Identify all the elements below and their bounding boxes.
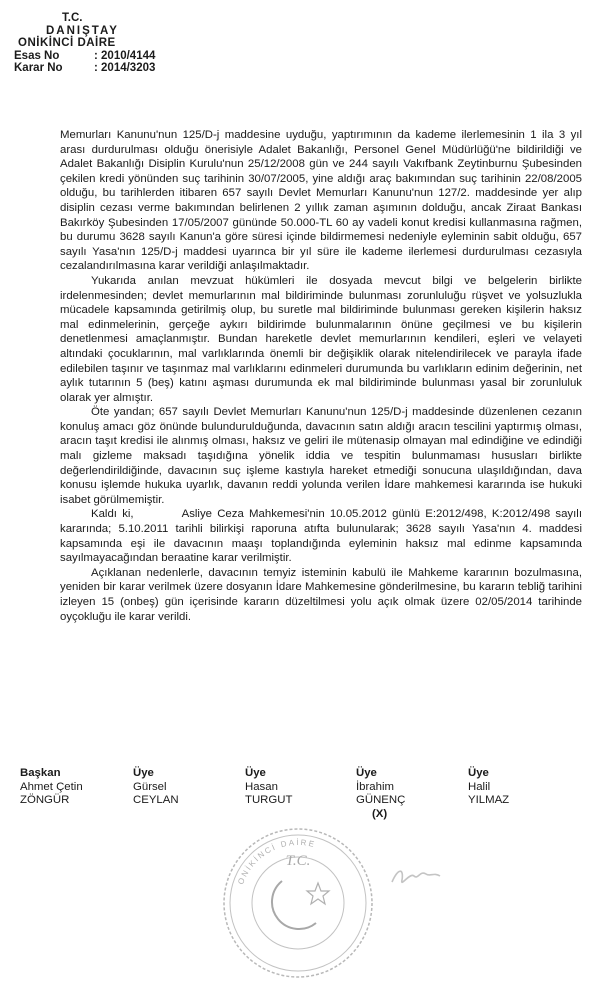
signature-member-3 [356,767,405,821]
karar-number [14,62,155,75]
paragraph-4-prefix: Kaldı ki, [91,508,134,521]
paragraph-4 [60,507,582,565]
signature-role: Üye [133,767,154,779]
department-name: ONİKİNCİ DAİRE [18,37,116,49]
esas-value: : 2010/4144 [94,49,156,62]
signature-last-name: GÜNENÇ [356,794,406,806]
seal-ring-text: ONİKİNCİ DAİRE [236,837,317,886]
decision-body [60,128,582,624]
esas-label: Esas No [14,49,60,62]
signature-last-name: ZÖNGÜR [20,794,70,806]
karar-label: Karar No [14,62,63,74]
signature-member-2 [245,767,292,808]
signature-first-name: Ahmet Çetin [20,780,83,793]
signature-president [20,767,83,808]
dissent-mark: (X) [372,807,388,820]
court-seal-icon [218,823,378,983]
court-name: DANIŞTAY [46,24,119,37]
paragraph-4-rest: Asliye Ceza Mahkemesi'nin 10.05.2012 günlü E:2012/498, K:2012/498 sayılı kararında; 5.10.2011 tarihli bilirkişi raporuna atıfta bulunularak; 3628 sayılı Yasa'nın 4. maddesi kapsamında eşi ile davacının maaşı toplandığında eyleminin haksız mal edinme kapsamında sayılmayacağından beraatine karar verilmiştir. [60,508,582,565]
signature-last-name: CEYLAN [133,794,179,806]
signature-last-name: YILMAZ [468,794,510,806]
seal-center-text: T.C. [285,853,311,869]
country-label: T.C. [62,12,83,24]
karar-value: : 2014/3203 [94,62,156,74]
paragraph-5: Açıklanan nedenlerle, davacının temyiz isteminin kabulü ile Mahkeme kararının bozulmasına, yeniden bir karar verilmek üzere dosyanın İdare Mahkemesine gönderilmesine, bu kararın tebliğ tarihini izleyen 15 (onbeş) gün içerisinde kararın düzeltilmesi yolu açık olmak üzere 02/05/2014 tarihinde oyçokluğu ile karar verildi. [60,566,582,623]
signature-first-name: Halil [468,780,491,793]
signature-member-4 [468,767,509,808]
paragraph-3: Öte yandan; 657 sayılı Devlet Memurları Kanunu'nun 125/D-j maddesinde düzenlenen cezanın konuluş amacı göz önünde bulundurulduğunda, davacının satın aldığı aracın tescilini yaptırmış olması, aracın taşıt kredisi ile alınmış olması, haksız ve geliri ile mütenasip olmayan mal edindiğine ve edindiği malı gizleme maksadı taşıdığına yönelik iddia ve tespitin bulunmaması hususları birlikte değerlendirildiğinde, davacının suç işleme kastıyla hareket etmediği sonucuna ulaşıldığından, dava konusu işlemde hukuka uyarlık, davanın reddi yolunda verilen İdare mahkemesi kararında ise hukuki isabet görülmemiştir. [60,406,582,506]
esas-number [14,50,155,63]
signature-role: Başkan [20,767,61,779]
paragraph-1: Memurları Kanunu'nun 125/D-j maddesine uyduğu, yaptırımının da kademe ilerlemesinin 1 ila 3 yıl arası durdurulması olduğu önerisiyle Adalet Bakanlığı, Personel Genel Müdürlüğü'ne bildirildiği ve Adalet Bakanlığı Disiplin Kurulu'nun 25/12/2008 gün ve 244 sayılı Vakıfbank Zeytinburnu Şubesinden çekilen kredi yönünden suç tarihinin 30/07/2005, yine aldığı araç bakımından suç tarihinin 22/08/2005 olduğu, bu tarihlerden itibaren 657 sayılı Devlet Memurları Kanunu'nun 127/2. maddesinde yer alıp disiplin cezası verme bakımından belirlenen 2 yıllık zaman aşımının dolduğu, ancak Ziraat Bankası Bakırköy Şubesinden 17/05/2007 gününde 50.000-TL 60 ay vadeli konut kredisi kullanmasına rağmen, bu durumu 3628 sayılı Kanun'a göre süresi içinde bildirmemesi nedeniyle eyleminin sabit olduğu, 657 sayılı Yasa'nın 125/D-j maddesi uyarınca bir yıl süre ile kademe ilerlemesi durdurulması cezasıyla cezalandırılmasına karar verildiği anlaşılmaktadır. [60,129,582,273]
handwritten-signature-icon [388,862,448,892]
signature-first-name: Hasan [245,780,278,793]
signature-last-name: TURGUT [245,794,293,806]
document-header [14,12,155,75]
paragraph-2: Yukarıda anılan mevzuat hükümleri ile dosyada mevcut bilgi ve belgelerin birlikte irdelenmesinden; devlet memurlarının mal bildiriminde bulunması zorunluluğu rüşvet ve yolsuzlukla mücadele kapsamında getirilmiş olup, bu suretle mal bildiriminde bulunması gereken kişilerin haksız mal edinmelerinin, gerçeğe aykırı bildirimde bulunmalarının önüne geçilmesi ve bu kişilerin denetlenmesi amaçlanmıştır. Bundan hareketle devlet memurlarının kendileri, eşleri ve velayeti altındaki çocuklarının, mal varlıklarında önemli bir değişiklik olarak nitelendirilecek ve parayla ifade edilebilen taşınır ve taşınmaz mal varlıklarını edinmeleri durumunda bu varlıkların edinim değerinin, net aylık tutarının 5 (beş) katını aşması durumunda ek mal bildiriminde bulunması yasal bir zorunluluk olarak yer almıştır. [60,274,582,404]
signature-role: Üye [356,767,377,779]
signature-first-name: Gürsel [133,780,167,793]
signature-member-1 [133,767,179,808]
signature-first-name: İbrahim [356,780,394,793]
signature-role: Üye [468,767,489,779]
signature-role: Üye [245,767,266,779]
